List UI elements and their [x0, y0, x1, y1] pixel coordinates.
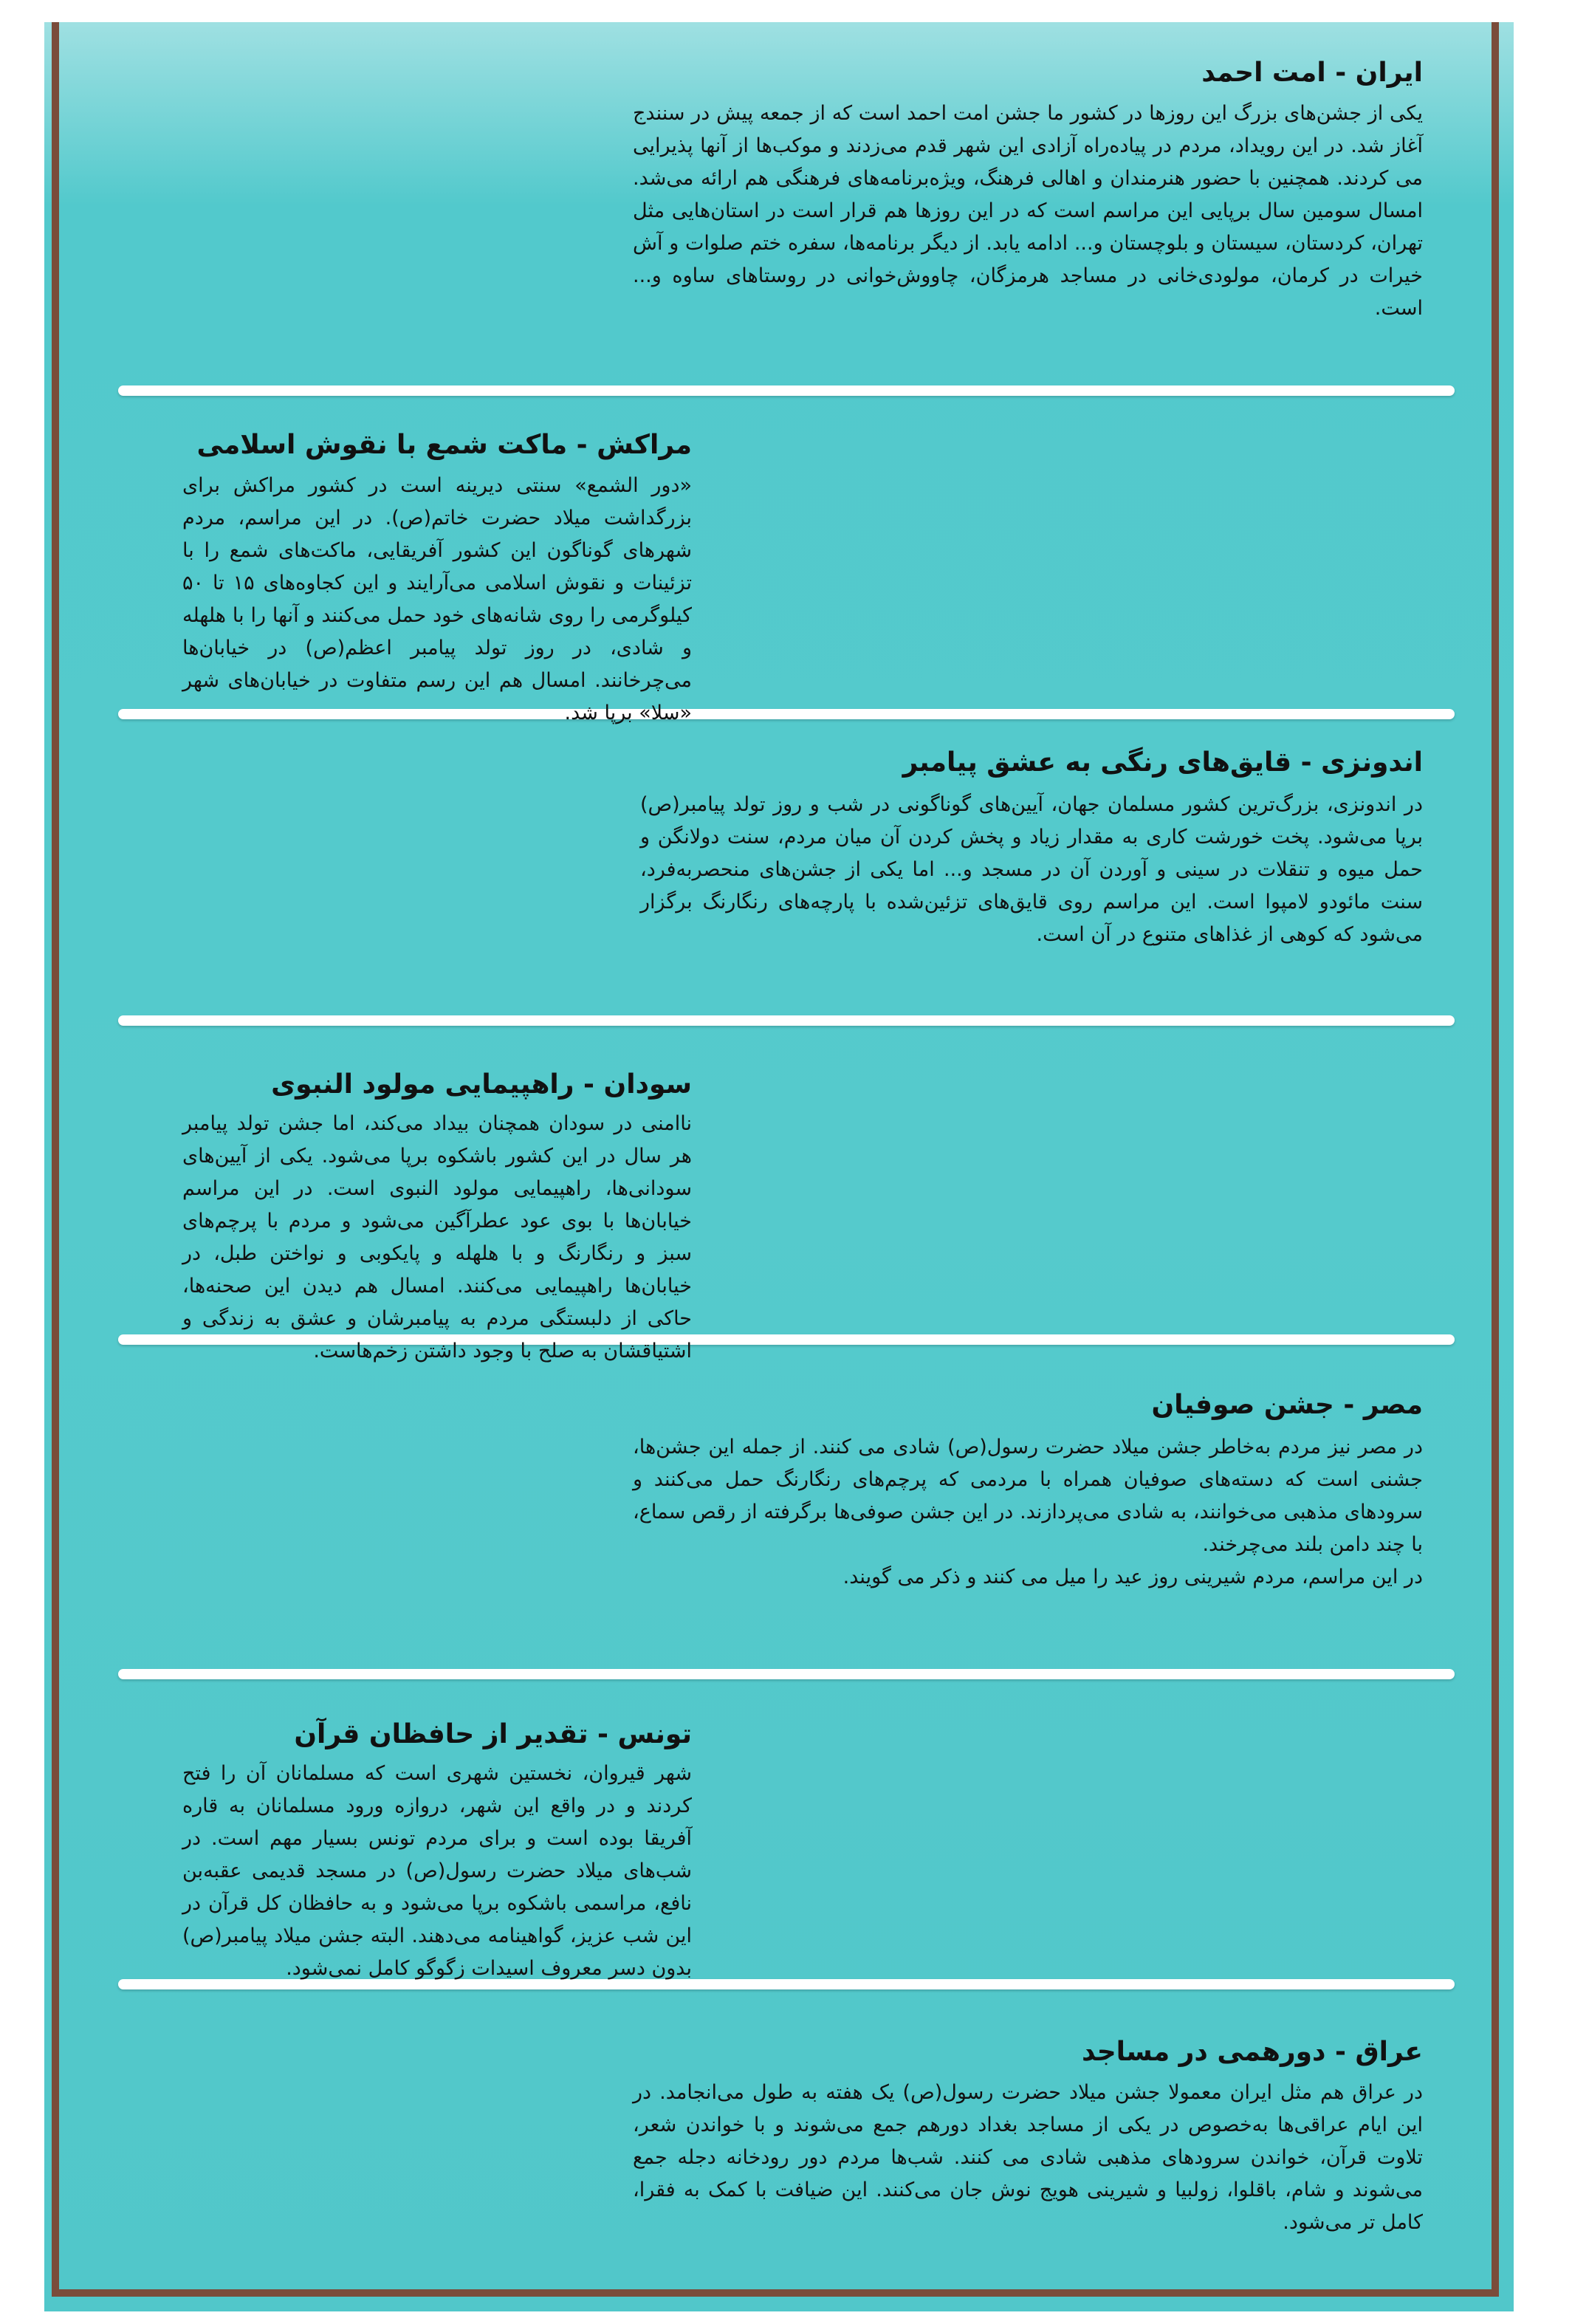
section-divider — [118, 1015, 1455, 1026]
section-title: سودان - راهپیمایی مولود النبوی — [271, 1069, 692, 1100]
section-title: ایران - امت احمد — [1201, 58, 1423, 88]
section-body: ناامنی در سودان همچنان بیداد می‌کند، اما جشن تولد پیامبر هر سال در این کشور باشکوه برپا می‌شود. یکی از آیین‌های سودانی‌ها، راهپیمایی مولود النبوی است. در این مراسم خیابان‌ها با بوی عود عطرآگین می‌شود و مردم با پرچم‌های سبز و رنگارنگ و با هلهله و پایکوبی و نواختن طبل، در خیابان‌ها راهپیمایی می‌کنند. امسال هم دیدن این صحنه‌ها، حاکی از دلبستگی مردم به پیامبرشان و عشق به زندگی و اشتیاقشان به صلح با وجود داشتن زخم‌هاست. — [182, 1112, 692, 1362]
section-divider — [118, 385, 1455, 396]
section-body: «دور الشمع» سنتی دیرینه است در کشور مراکش برای بزرگداشت میلاد حضرت خاتم(ص). در این مراسم، مردم شهرهای گوناگون این کشور آفریقایی، ماکت‌های شمع را با تزئینات و نقوش اسلامی می‌آرایند و این کجاوه‌های ۱۵ تا ۵۰ کیلوگرمی را روی شانه‌های خود حمل می‌کنند و آنها را با هلهله و شادی، در روز تولد پیامبر اعظم(ص) در خیابان‌ها می‌چرخانند. امسال هم این رسم متفاوت در خیابان‌های شهر «سلا» برپا شد. — [182, 474, 693, 724]
section-body: در اندونزی، بزرگ‌ترین کشور مسلمان جهان، آیین‌های گوناگونی در شب و روز تولد پیامبر(ص) برپا می‌شود. پخت خورشت کاری به مقدار زیاد و پخش کردن آن میان مردم، سنت دولانگن و حمل میوه و تنقلات در سینی و آوردن آن در مسجد و... اما یکی از جشن‌های منحصربه‌فرد، سنت مائودو لامپوا است. این مراسم روی قایق‌های تزئین‌شده با پارچه‌های رنگارنگ برگزار می‌شود که کوهی از غذاهای متنوع در آن است. — [640, 793, 1423, 946]
section-title: مصر - جشن صوفیان — [1151, 1390, 1423, 1420]
section-body: در عراق هم مثل ایران معمولا جشن میلاد حضرت رسول(ص) یک هفته به طول می‌انجامد. در این ایام عراقی‌ها به‌خصوص در یکی از مساجد بغداد دورهم جمع می‌شوند و با خواندن شعر، تلاوت قرآن، خواندن سرودهای مذهبی شادی می کنند. شب‌ها مردم دور رودخانه دجله جمع می‌شوند و شام، باقلوا، زولبیا و شیرینی هویج نوش جان می‌کنند. این ضیافت با کمک به فقرا، کامل تر می‌شود. — [633, 2081, 1423, 2234]
section-title: مراکش - ماکت شمع با نقوش اسلامی — [196, 430, 692, 460]
section-title: تونس - تقدیر از حافظان قرآن — [294, 1719, 692, 1749]
section-divider — [118, 1669, 1455, 1679]
section-body: شهر قیروان، نخستین شهری است که مسلمانان آن را فتح کردند و در واقع این شهر، دروازه ورود مسلمانان به قاره آفریقا بوده است و برای مردم تونس بسیار مهم است. در شب‌های میلاد حضرت رسول(ص) در مسجد قدیمی عقبه‌بن نافع، مراسمی باشکوه برپا می‌شود و به حافظان کل قرآن در این شب عزیز، گواهینامه می‌دهند. البته جشن میلاد پیامبر(ص) بدون دسر معروف اسیدات زگوگو کامل نمی‌شود. — [182, 1762, 692, 1980]
section-body: در مصر نیز مردم به‌خاطر جشن میلاد حضرت رسول(ص) شادی می کنند. از جمله این جشن‌ها، جشنی است که دسته‌های صوفیان همراه با مردمی که پرچم‌های رنگارنگ حمل می‌کنند و سرودهای مذهبی می‌خوانند، به شادی می‌پردازند. در این جشن صوفی‌ها برگرفته از رقص سماع، با چند دامن بلند می‌چرخند. در این مراسم، مردم شیرینی روز عید را میل می کنند و ذکر می گویند. — [633, 1436, 1423, 1588]
section-title: اندونزی - قایق‌های رنگی به عشق پیامبر — [902, 747, 1423, 778]
section-title: عراق - دورهمی در مساجد — [1081, 2037, 1423, 2067]
section-body: یکی از جشن‌های بزرگ این روزها در کشور ما جشن امت احمد است که از جمعه پیش در سنندج آغاز شد. در این رویداد، مردم در پیاده‌راه آزادی این شهر قدم می‌زدند و موکب‌ها از آنها پذیرایی می کردند. همچنین با حضور هنرمندان و اهالی فرهنگ، ویژه‌برنامه‌های فرهنگی هم ارائه می‌شد. امسال سومین سال برپایی این مراسم است که در این روزها هم قرار است در استان‌هایی مثل تهران، کردستان، سیستان و بلوچستان و... ادامه یابد. از دیگر برنامه‌ها، سفره ختم صلوات و آش خیرات در کرمان، مولودی‌خانی در مساجد هرمزگان، چاووش‌خوانی در روستاهای ساوه و... است. — [633, 102, 1423, 320]
